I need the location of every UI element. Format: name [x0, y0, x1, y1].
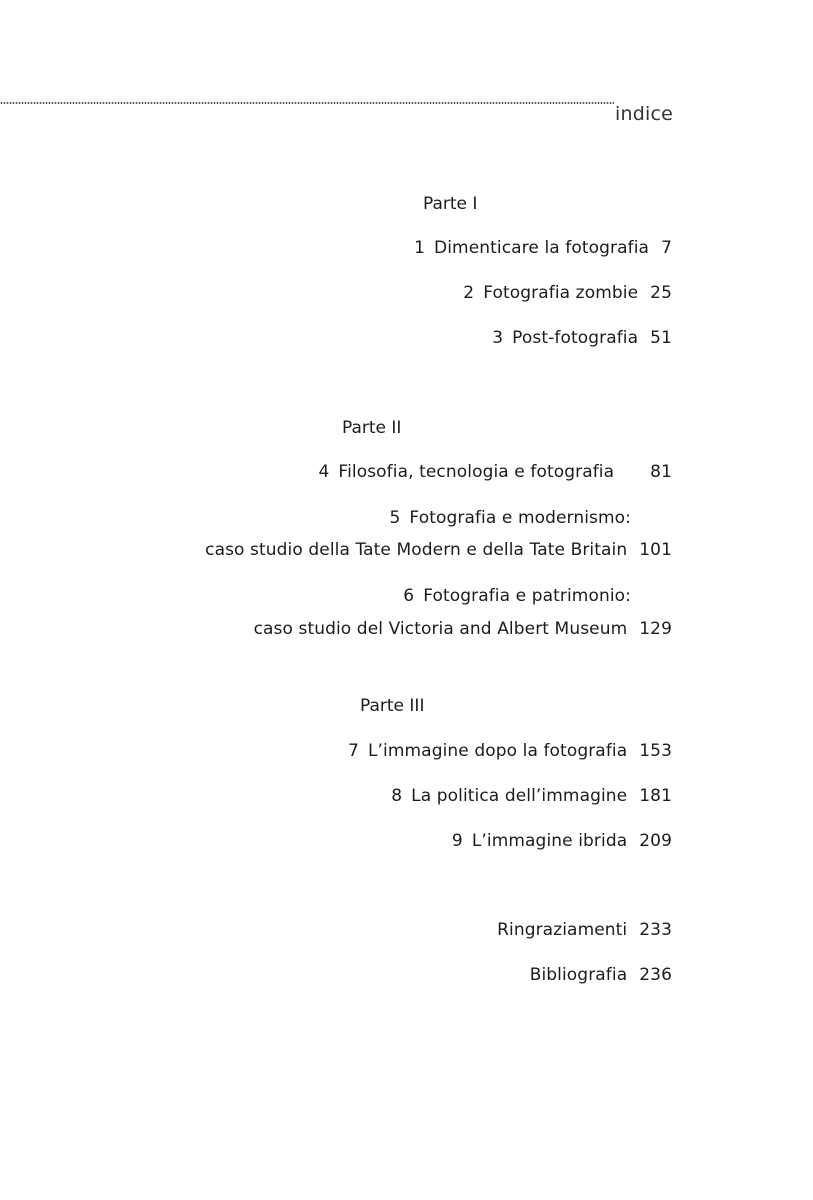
- page-number: 181: [639, 786, 672, 806]
- chapter-number: 5: [389, 508, 401, 528]
- chapter-number: 9: [451, 831, 463, 851]
- page-number: 153: [639, 741, 672, 761]
- page-number: 209: [639, 831, 672, 851]
- part-heading: Parte I: [423, 194, 478, 214]
- chapter-title: Fotografia zombie: [483, 283, 639, 303]
- chapter-subtitle: caso studio della Tate Modern e della Tate Britain: [205, 540, 628, 560]
- page-number: 101: [639, 540, 672, 560]
- chapter-title: L’immagine ibrida: [471, 831, 628, 851]
- toc-entry: [391, 786, 672, 806]
- part-heading: Parte III: [360, 696, 425, 716]
- toc-entry-subtitle: [205, 540, 672, 560]
- backmatter-title: Bibliografia: [529, 965, 628, 985]
- dotted-rule: [0, 102, 614, 104]
- toc-entry-backmatter: [530, 965, 672, 985]
- chapter-number: 3: [492, 328, 504, 348]
- toc-entry: [463, 283, 672, 303]
- page-number: 81: [650, 462, 672, 482]
- chapter-subtitle: caso studio del Victoria and Albert Museum: [253, 619, 628, 639]
- chapter-number: 8: [391, 786, 403, 806]
- toc-entry-backmatter: [497, 920, 672, 940]
- part-heading: Parte II: [342, 418, 402, 438]
- page-number: 236: [639, 965, 672, 985]
- chapter-number: 1: [414, 238, 426, 258]
- page-number: 7: [661, 238, 672, 258]
- chapter-title: Fotografia e modernismo:: [409, 508, 631, 528]
- toc-entry: [452, 831, 672, 851]
- chapter-title: Fotografia e patrimonio:: [423, 586, 631, 606]
- page-number: 233: [639, 920, 672, 940]
- chapter-title: La politica dell’immagine: [411, 786, 628, 806]
- toc-entry-title: [403, 586, 631, 606]
- toc-entry-subtitle: [254, 619, 672, 639]
- chapter-title: Filosofia, tecnologia e fotografia: [338, 462, 615, 482]
- chapter-number: 2: [463, 283, 475, 303]
- toc-entry: [348, 741, 672, 761]
- toc-entry: [319, 462, 673, 482]
- running-header: indice: [615, 103, 673, 125]
- chapter-number: 4: [318, 462, 330, 482]
- chapter-title: L’immagine dopo la fotografia: [367, 741, 628, 761]
- chapter-title: Dimenticare la fotografia: [434, 238, 650, 258]
- page-number: 129: [639, 619, 672, 639]
- page-number: 25: [650, 283, 672, 303]
- toc-entry: [492, 328, 672, 348]
- toc-entry-title: [390, 508, 632, 528]
- chapter-title: Post-fotografia: [512, 328, 639, 348]
- chapter-number: 6: [403, 586, 415, 606]
- toc-entry: [414, 238, 672, 258]
- chapter-number: 7: [348, 741, 359, 761]
- backmatter-title: Ringraziamenti: [497, 920, 628, 940]
- page-number: 51: [650, 328, 672, 348]
